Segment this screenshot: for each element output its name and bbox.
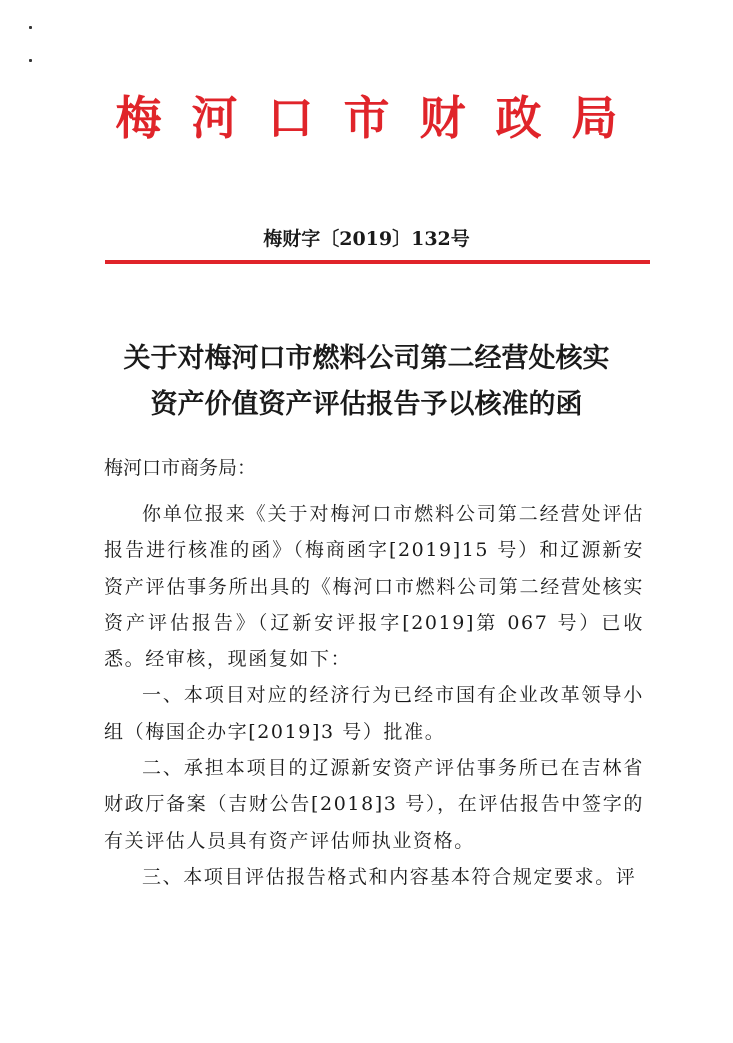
- body-text: [104, 496, 644, 895]
- agency-header: 梅河口市财政局: [115, 91, 648, 145]
- scan-mark-top: [29, 26, 32, 29]
- paragraph-item-3: 三、本项目评估报告格式和内容基本符合规定要求。评: [142, 865, 637, 888]
- title-line-1: 关于对梅河口市燃料公司第二经营处核实: [123, 343, 610, 374]
- title-line-2: 资产价值资产评估报告予以核准的函: [150, 389, 583, 420]
- paragraph-intro: 你单位报来《关于对梅河口市燃料公司第二经营处评估报告进行核准的函》（梅商函字[2019]15 号）和辽源新安资产评估事务所出具的《梅河口市燃料公司第二经营处核实资产评估报告》（辽新安评报字[2019]第 067 号）已收悉。经审核，现函复如下：: [104, 503, 644, 671]
- salutation: 梅河口市商务局：: [104, 457, 257, 479]
- document-number: 梅财字〔2019〕132号: [263, 228, 470, 250]
- scan-mark-bottom: [29, 59, 32, 62]
- document-title: [0, 336, 733, 428]
- paragraph-item-1: 一、本项目对应的经济行为已经市国有企业改革领导小组（梅国企办字[2019]3 号）批准。: [104, 684, 644, 743]
- red-divider-line: [105, 260, 650, 264]
- paragraph-item-2: 二、承担本项目的辽源新安资产评估事务所已在吉林省财政厅备案（吉财公告[2018]3 号），在评估报告中签字的有关评估人员具有资产评估师执业资格。: [104, 757, 644, 852]
